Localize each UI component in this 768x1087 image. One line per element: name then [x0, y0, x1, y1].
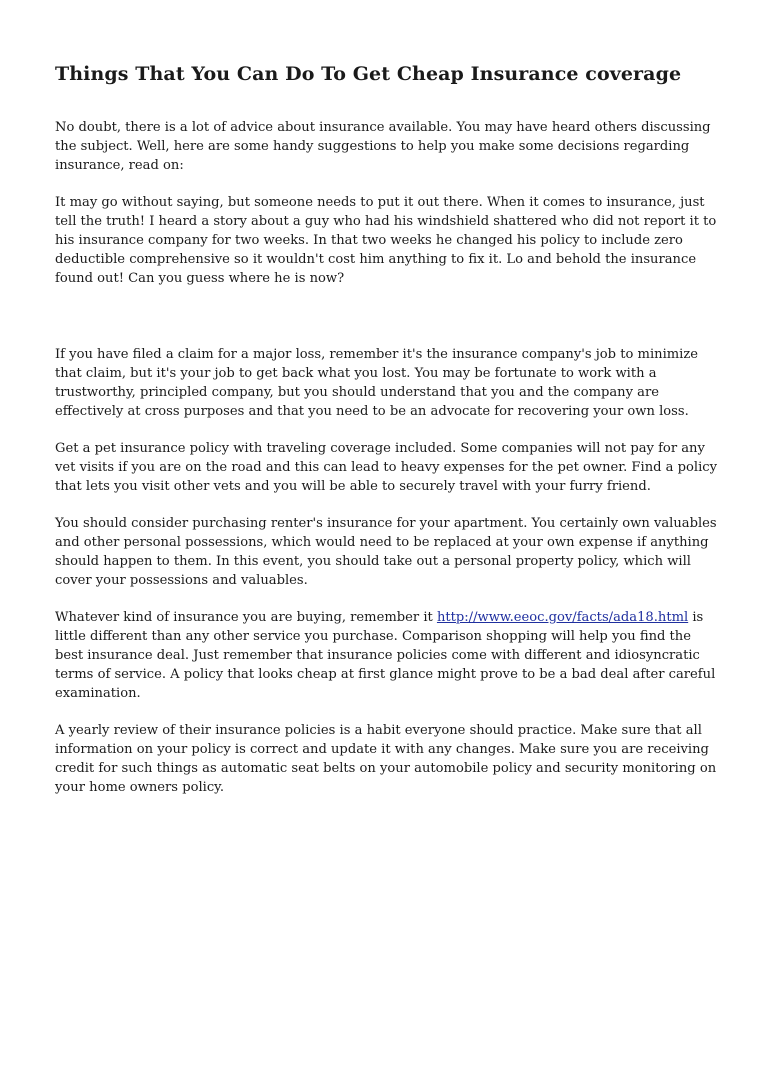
- eeoc-link[interactable]: http://www.eeoc.gov/facts/ada18.html: [436, 610, 689, 625]
- paragraph-intro: No doubt, there is a lot of advice about insurance available. You may have heard others discussing the subject. Well, here are some handy suggestions to help you make some decisions regarding insurance, read on:: [55, 120, 711, 173]
- paragraph-comparison-text-before: Whatever kind of insurance you are buying, remember it: [55, 610, 437, 625]
- paragraph-pet-insurance: Get a pet insurance policy with traveling coverage included. Some companies will not pay for any vet visits if you are on the road and this can lead to heavy expenses for the pet owner. Find a policy that lets you visit other vets and you will be able to securely travel with your furry friend.: [55, 441, 718, 494]
- document-page: [55, 62, 717, 815]
- paragraph-truth: It may go without saying, but someone needs to put it out there. When it comes to insurance, just tell the truth! I heard a story about a guy who had his windshield shattered who did not report it to his insurance company for two weeks. In that two weeks he changed his policy to include zero deductible comprehensive so it wouldn't cost him anything to fix it. Lo and behold the insurance found out! Can you guess where he is now?: [55, 195, 717, 286]
- blank-spacer: [55, 306, 717, 345]
- paragraph-yearly-review: A yearly review of their insurance policies is a habit everyone should practice. Make sure that all information on your policy is correct and update it with any changes. Make sure you are receiving credit for such things as automatic seat belts on your automobile policy and security monitoring on your home owners policy.: [55, 723, 717, 795]
- paragraph-renters-insurance: You should consider purchasing renter's insurance for your apartment. You certainly own valuables and other personal possessions, which would need to be replaced at your own expense if anything should happen to them. In this event, you should take out a personal property policy, which will cover your possessions and valuables.: [55, 516, 717, 588]
- paragraph-comparison-text-after: is little different than any other service you purchase. Comparison shopping will help you find the best insurance deal. Just remember that insurance policies come with different and idiosyncratic terms of service. A policy that looks cheap at first glance might prove to be a bad deal after careful examination.: [55, 610, 716, 701]
- page-title: Things That You Can Do To Get Cheap Insurance coverage: [55, 63, 682, 85]
- paragraph-claim: If you have filed a claim for a major loss, remember it's the insurance company's job to minimize that claim, but it's your job to get back what you lost. You may be fortunate to work with a trustworthy, principled company, but you should understand that you and the company are effectively at cross purposes and that you need to be an advocate for recovering your own loss.: [55, 347, 699, 419]
- paragraph-comparison: [55, 608, 717, 703]
